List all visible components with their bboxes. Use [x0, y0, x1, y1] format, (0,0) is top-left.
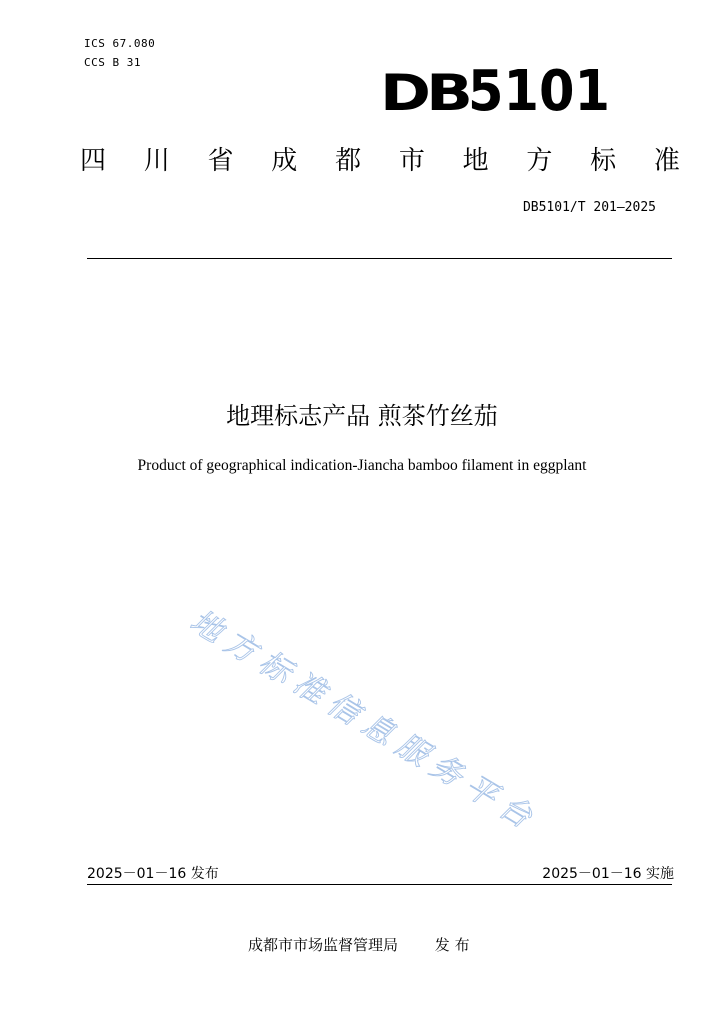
standard-type-char: 地 — [462, 146, 489, 176]
standard-type — [80, 140, 680, 177]
watermark-char: 信 — [321, 685, 367, 733]
standard-type-char: 都 — [335, 146, 362, 176]
standard-type-char: 市 — [398, 146, 425, 176]
watermark — [180, 595, 590, 855]
standard-type-char: 省 — [207, 146, 234, 176]
watermark-char: 息 — [355, 706, 401, 753]
issuer-organization: 成都市市场监督管理局 — [248, 936, 399, 954]
watermark-char: 方 — [218, 623, 264, 671]
standard-type-char: 标 — [590, 146, 617, 176]
top-divider — [87, 258, 672, 259]
bottom-divider — [87, 884, 672, 885]
standard-type-char: 准 — [653, 146, 680, 176]
standard-type-char: 方 — [526, 146, 553, 176]
logo-digits: 5101 — [468, 59, 610, 120]
logo-prefix: DB — [380, 64, 470, 120]
db-logo — [378, 58, 618, 120]
standard-type-char: 四 — [80, 146, 107, 176]
watermark-char: 服 — [389, 726, 435, 774]
watermark-char: 平 — [458, 767, 504, 815]
standard-type-char: 川 — [143, 146, 170, 176]
standard-type-char: 成 — [271, 146, 298, 176]
title-chinese: 地理标志产品 煎茶竹丝茄 — [226, 402, 498, 430]
implement-date: 2025－01－16 实施 — [542, 866, 674, 882]
issuer — [248, 934, 470, 955]
standard-number: DB5101/T 201—2025 — [522, 200, 656, 215]
ics-code: ICS 67.080 — [84, 37, 156, 50]
ccs-code: CCS B 31 — [84, 56, 141, 69]
watermark-char: 地 — [183, 602, 229, 650]
publish-date: 2025－01－16 发布 — [87, 866, 219, 882]
watermark-char: 准 — [286, 664, 332, 712]
title-english: Product of geographical indication-Jiancha bamboo filament in eggplant — [137, 457, 587, 474]
watermark-char: 标 — [252, 644, 298, 692]
issuer-action: 发 布 — [434, 936, 470, 954]
watermark-char: 务 — [423, 747, 470, 795]
watermark-char: 台 — [492, 788, 538, 836]
